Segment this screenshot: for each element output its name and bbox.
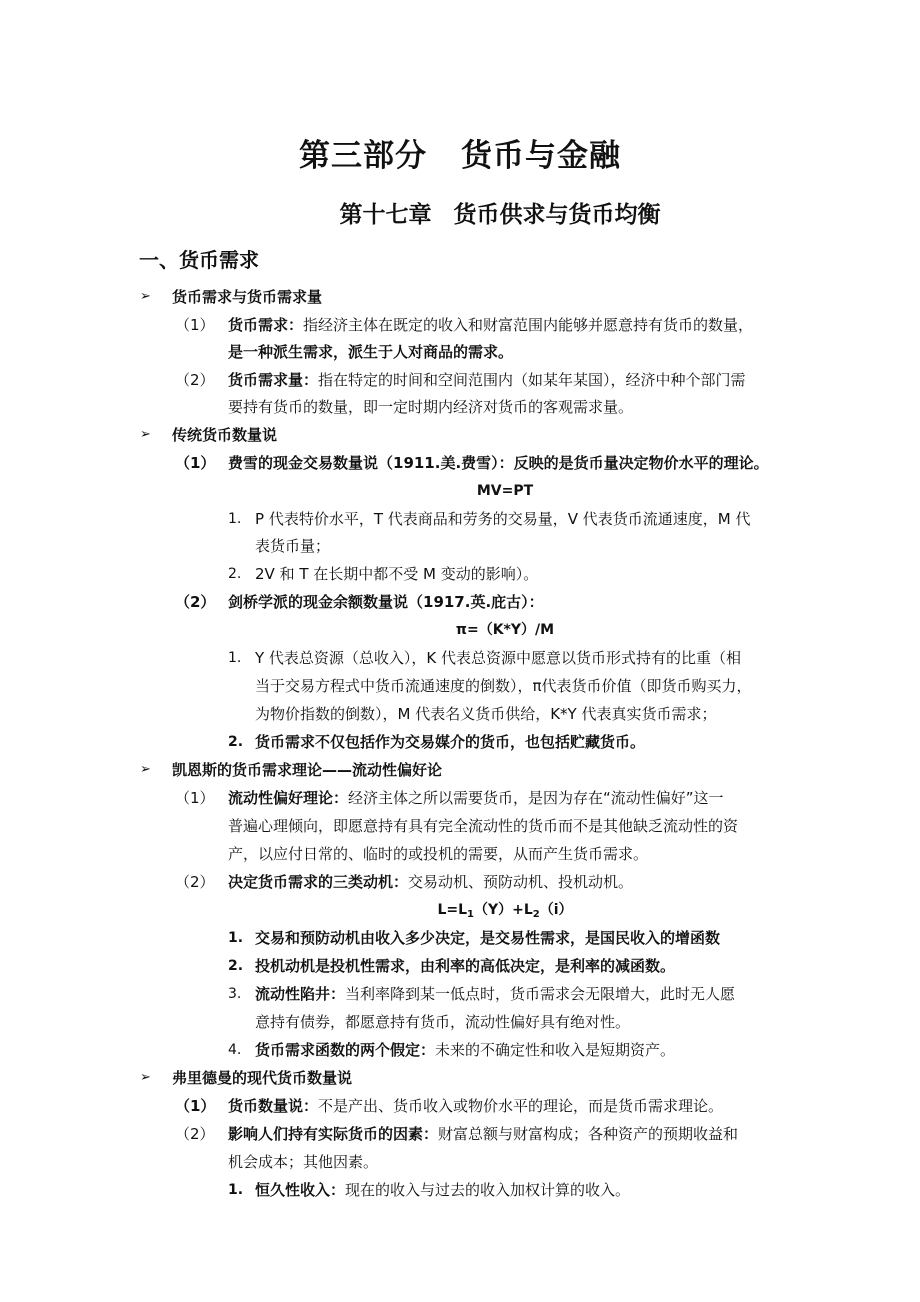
subsection-title: 传统货币数量说 [172,426,278,444]
item-text-cont: 要持有货币的数量，即一定时期内经济对货币的客观需求量。 [228,398,634,416]
list-text: 流动性陷井：当利率降到某一低点时，货币需求会无限增大，此时无人愿 [255,985,736,1003]
bullet-arrow-icon: ➢ [140,762,151,777]
item-number: （1） [175,789,215,807]
list-text: 货币需求函数的两个假定：未来的不确定性和收入是短期资产。 [255,1041,676,1059]
list-text: 恒久性收入：现在的收入与过去的收入加权计算的收入。 [255,1181,631,1199]
item-text: 剑桥学派的现金余额数量说（1917.英.庇古）： [228,593,544,611]
item-text: 影响人们持有实际货币的因素：财富总额与财富构成；各种资产的预期收益和 [228,1125,739,1143]
chapter-title-name: 货币供求与货币均衡 [453,202,661,228]
item-number: （1） [175,316,215,334]
list-number: 2. [228,734,244,750]
list-text: 投机动机是投机性需求，由利率的高低决定，是利率的减函数。 [255,957,676,975]
list-text: 交易和预防动机由收入多少决定，是交易性需求，是国民收入的增函数 [255,929,721,947]
list-text: P 代表特价水平，T 代表商品和劳务的交易量，V 代表货币流通速度，M 代 [255,510,751,528]
bullet-arrow-icon: ➢ [140,427,151,442]
list-number: 1. [228,1182,244,1198]
bullet-arrow-icon: ➢ [140,289,151,304]
list-number: 2. [228,566,242,582]
item-text-cont: 机会成本；其他因素。 [228,1153,379,1171]
part-title [0,130,920,175]
subsection-title: 凯恩斯的货币需求理论——流动性偏好论 [172,761,443,779]
list-text-cont: 为物价指数的倒数），M 代表名义货币供给，K*Y 代表真实货币需求； [255,705,717,723]
subsection-title: 弗里德曼的现代货币数量说 [172,1069,353,1087]
item-number: （1） [175,454,216,472]
list-text: Y 代表总资源（总收入），K 代表总资源中愿意以货币形式持有的比重（相 [255,649,742,667]
list-number: 4. [228,1042,242,1058]
item-text: 流动性偏好理论：经济主体之所以需要货币，是因为存在“流动性偏好”这一 [228,789,724,807]
item-number: （2） [175,371,215,389]
list-number: 1. [228,930,244,946]
part-title-number: 第三部分 [299,138,427,174]
item-text: 决定货币需求的三类动机：交易动机、预防动机、投机动机。 [228,873,634,891]
item-text: 费雪的现金交易数量说（1911.美.费雪）：反映的是货币量决定物价水平的理论。 [228,454,769,472]
list-number: 3. [228,986,242,1002]
list-text: 2V 和 T 在长期中都不受 M 变动的影响）。 [255,565,539,583]
item-number: （1） [175,1097,216,1115]
item-text: 货币数量说：不是产出、货币收入或物价水平的理论，而是货币需求理论。 [228,1097,724,1115]
list-text-cont: 表货币量； [255,537,331,555]
item-text-cont: 普遍心理倾向，即愿意持有具有完全流动性的货币而不是其他缺乏流动性的资 [228,817,739,835]
list-number: 1. [228,650,242,666]
subsection-title: 货币需求与货币需求量 [172,288,323,306]
list-text-cont: 当于交易方程式中货币流通速度的倒数），π代表货币价值（即货币购买力， [255,677,752,695]
formula: $L=L_1(Y)+L_2(i)$ [437,902,573,920]
list-text: 货币需求不仅包括作为交易媒介的货币，也包括贮藏货币。 [255,733,646,751]
formula: MV=PT [476,483,534,499]
item-number: （2） [175,873,215,891]
formula: π=（K*Y）/M [455,622,555,638]
section-heading: 一、货币需求 [139,248,259,272]
bullet-arrow-icon: ➢ [140,1070,151,1085]
chapter-title [0,196,920,229]
chapter-title-number: 第十七章 [339,202,432,228]
list-text-cont: 意持有债券，都愿意持有货币，流动性偏好具有绝对性。 [255,1013,631,1031]
item-text-cont: 是一种派生需求，派生于人对商品的需求。 [228,343,514,361]
list-number: 1. [228,511,242,527]
item-text-cont: 产，以应付日常的、临时的或投机的需要，从而产生货币需求。 [228,845,649,863]
part-title-name: 货币与金融 [461,138,621,174]
item-text: 货币需求量：指在特定的时间和空间范围内（如某年某国），经济中种个部门需 [228,371,746,389]
item-number: （2） [175,593,216,611]
item-text: 货币需求：指经济主体在既定的收入和财富范围内能够并愿意持有货币的数量， [228,316,754,334]
item-number: （2） [175,1125,215,1143]
list-number: 2. [228,958,244,974]
